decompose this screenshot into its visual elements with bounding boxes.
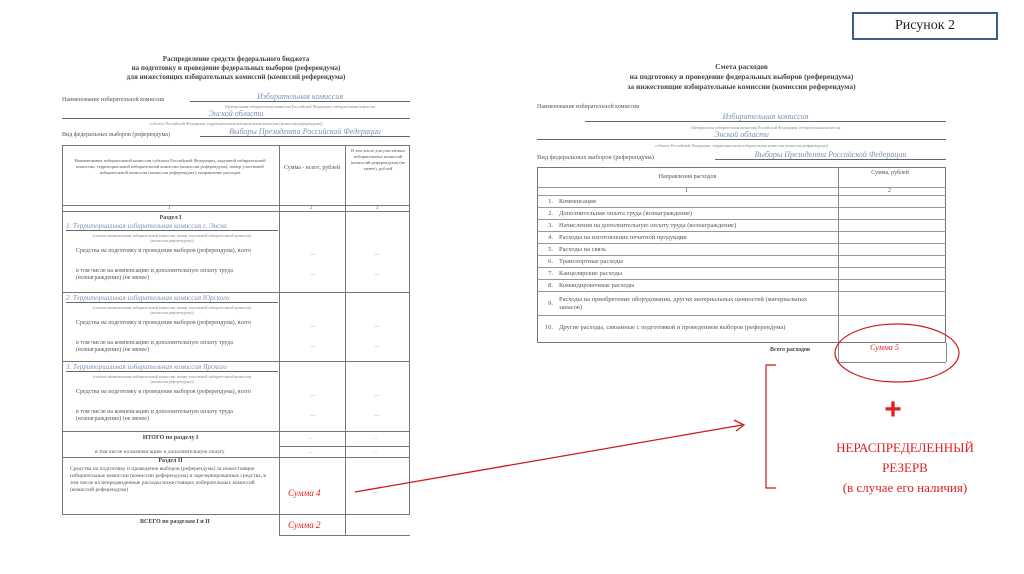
election-value: Выборы Президента Российской Федерации xyxy=(200,127,410,137)
comp-line: в том числе на компенсацию и дополнительную оплату труда (вознаграждение) (не менее) xyxy=(76,409,233,422)
title-line: на подготовку и проведение федеральных выборов (референдума) xyxy=(131,64,341,72)
row-label: Расходы на изготовление печатной продукции xyxy=(559,233,687,241)
reserve-note-line: (в случае его наличия) xyxy=(842,480,968,495)
reserve-note-line: РЕЗЕРВ xyxy=(882,460,928,475)
header-direction: Направления расходов xyxy=(658,174,717,180)
total-section-1-comp: в том числе на компенсацию и дополнительную оплату xyxy=(95,449,225,455)
row-label: Командировочные расходы xyxy=(559,281,635,289)
title-line: Смета расходов xyxy=(715,62,768,71)
plus-icon: + xyxy=(884,393,902,426)
sum-5: Сумма 5 xyxy=(870,343,899,352)
region-value: Энской области xyxy=(537,130,946,140)
row-label: Компенсация xyxy=(559,197,596,205)
col-number: 1 xyxy=(685,188,688,194)
election-value: Выборы Президента Российской Федерации xyxy=(715,150,946,160)
dash: — xyxy=(374,413,380,419)
total-expenses-label: Всего расходов xyxy=(770,347,811,353)
dots: ... xyxy=(373,435,378,441)
col-number: 2 xyxy=(888,188,891,194)
commission-label: Наименование избирательной комиссии xyxy=(62,97,165,103)
col-number: 1 xyxy=(168,206,171,211)
commission-label: Наименование избирательной комиссии xyxy=(537,104,640,110)
commission-name: 2. Территориальная избирательная комиссия Юрского xyxy=(66,294,278,303)
commission-value: Избирательная комиссия xyxy=(585,112,946,122)
section-2-text: Средства на подготовку и проведение выборов (референдума) за нижестоящие избирательные комиссии (комиссии референдума) и зарезервированные средства, в том числе на непредвиденные расходы нижестоящих избирательных комиссий (комиссий референдума) xyxy=(70,466,266,493)
dash: — xyxy=(374,344,380,350)
row-number: 4. xyxy=(548,234,553,241)
sum-4: Сумма 4 xyxy=(288,488,321,498)
dash: — xyxy=(310,324,316,330)
row-number: 9. xyxy=(548,300,553,307)
region-hint: субъекта Российской Федерации, территориальная избирательная комиссия (комиссия референдума)) xyxy=(149,121,323,126)
dash: — xyxy=(310,393,316,399)
section-1-title: Раздел I xyxy=(159,215,182,221)
figure-label: Рисунок 2 xyxy=(852,12,998,40)
row-number: 5. xyxy=(548,246,553,253)
row-number: 6. xyxy=(548,258,553,265)
funds-line: Средства на подготовку и проведение выборов (референдума), всего xyxy=(76,320,252,326)
election-label: Вид федеральных выборов (референдума) xyxy=(62,132,170,138)
reserve-note xyxy=(790,438,1020,498)
commission-value: Избирательная комиссия xyxy=(190,92,410,102)
row-number: 1. xyxy=(548,198,553,205)
title-line: за нижестоящие избирательные комиссии (комиссии референдума) xyxy=(627,82,856,91)
row-label: Канцелярские расходы xyxy=(559,269,623,277)
arrow-line xyxy=(355,425,742,492)
sum-2: Сумма 2 xyxy=(288,520,321,530)
grand-total-label: ВСЕГО по разделам I и II xyxy=(140,519,210,525)
dash: — xyxy=(310,344,316,350)
row-label: Расходы на приобретение оборудования, других материальных ценностей (материальных запасов) xyxy=(559,295,808,311)
commission-name-hint: (полное наименование избирательной комиссии, номер участковой избирательной комиссии (комиссии референдума)) xyxy=(93,305,251,315)
section-2-title: Раздел II xyxy=(158,458,183,464)
col-number: 3 xyxy=(376,206,379,211)
row-label: Начисления на дополнительную оплату труда (вознаграждение) xyxy=(559,221,737,229)
row-number: 7. xyxy=(548,270,553,277)
title-line: на подготовку и проведение федеральных выборов (референдума) xyxy=(629,72,854,81)
funds-line: Средства на подготовку и проведение выборов (референдума), всего xyxy=(76,248,252,254)
col-number: 2 xyxy=(310,206,313,211)
total-section-1: ИТОГО по разделу I xyxy=(142,435,199,441)
title-line: Распределение средств федерального бюджета xyxy=(162,55,310,63)
row-label: Транспортные расходы xyxy=(559,257,623,265)
funds-line: Средства на подготовку и проведение выборов (референдума), всего xyxy=(76,389,252,395)
reserve-note-line: НЕРАСПРЕДЕЛЕННЫЙ xyxy=(836,440,974,455)
comp-line: в том числе на компенсацию и дополнительную оплату труда (вознаграждение) (не менее) xyxy=(76,268,233,281)
dash: — xyxy=(310,252,316,258)
title-line: для нижестоящих избирательных комиссий (комиссий референдума) xyxy=(126,73,346,81)
row-number: 10. xyxy=(544,324,553,331)
commission-name: 3. Территориальная избирательная комиссия Ярского xyxy=(66,363,278,372)
row-number: 3. xyxy=(548,222,553,229)
region-value: Энской области xyxy=(62,109,410,119)
commission-name-hint: (полное наименование избирательной комиссии, номер участковой избирательной комиссии (комиссии референдума)) xyxy=(93,374,251,384)
commission-hint: (Центральная избирательная комиссия Российской Федерации, избирательная комиссия xyxy=(690,125,841,130)
dash: — xyxy=(374,324,380,330)
row-label: Дополнительная оплата труда (вознаграждение) xyxy=(559,209,693,217)
dots: ... xyxy=(373,449,378,455)
dash: — xyxy=(310,413,316,419)
dots: ... xyxy=(308,435,313,441)
header-precinct: В том числе для участковых избирательных комиссий (комиссий референдума) (не менее), рублей xyxy=(350,148,406,171)
header-direction: Наименование избирательной комиссии субъекта Российской Федерации, окружной избирательной комиссии, территориальной избирательной комиссии (комиссии референдума), номер участковой избирательной комиссии (комиссии референдума), направление расходов xyxy=(74,158,266,175)
dash: — xyxy=(373,490,379,496)
row-number: 8. xyxy=(548,282,553,289)
commission-hint: (Центральная избирательная комиссия Российской Федерации, избирательная комиссия xyxy=(225,104,375,109)
dash: — xyxy=(310,272,316,278)
commission-name: 1. Территориальная избирательная комиссия г. Энска xyxy=(66,222,278,231)
region-hint: субъекта Российской Федерации, территориальная избирательная комиссия (комиссия референдума)) xyxy=(654,143,829,148)
election-label: Вид федеральных выборов (референдума) xyxy=(537,154,654,161)
header-sum: Сумма, рублей xyxy=(871,170,909,176)
row-number: 2. xyxy=(548,210,553,217)
dash: — xyxy=(374,393,380,399)
bracket xyxy=(766,365,776,488)
dash: — xyxy=(374,252,380,258)
commission-name-hint: (полное наименование избирательной комиссии, номер участковой избирательной комиссии (комиссии референдума)) xyxy=(93,233,251,243)
row-label: Расходы на связь xyxy=(559,245,607,253)
comp-line: в том числе на компенсацию и дополнительную оплату труда (вознаграждение) (не менее) xyxy=(76,340,233,353)
header-sum: Сумма - всего, рублей xyxy=(283,165,341,171)
dash: — xyxy=(374,272,380,278)
row-label: Другие расходы, связанные с подготовкой и проведением выборов (референдума) xyxy=(559,323,786,331)
sum-5-highlight-ellipse xyxy=(835,324,959,382)
dots: ... xyxy=(308,449,313,455)
